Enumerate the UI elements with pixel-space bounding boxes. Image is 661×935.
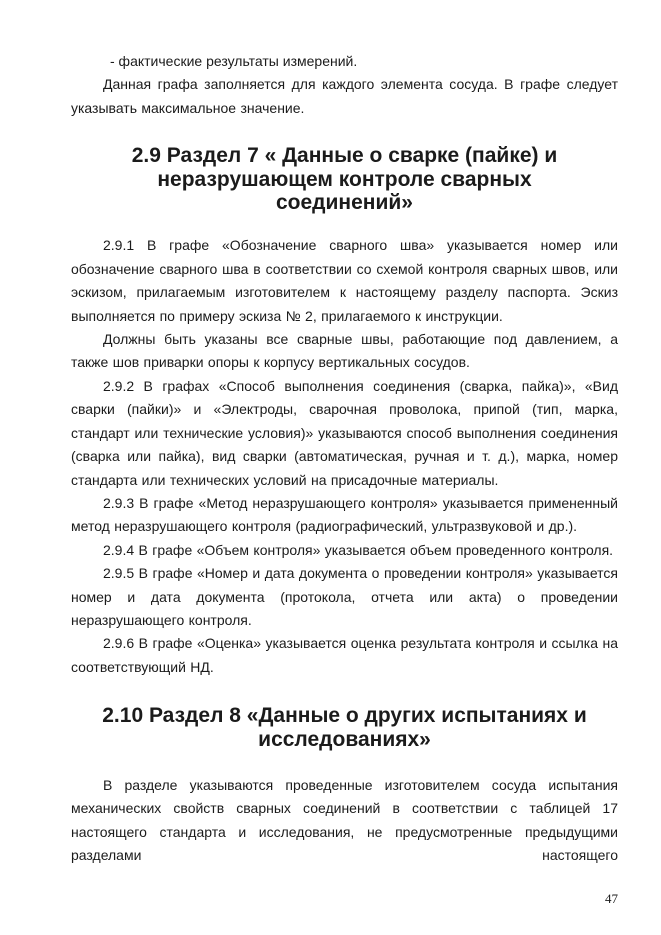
page-number: 47 xyxy=(605,891,618,906)
section-heading-2-9: 2.9 Раздел 7 « Данные о сварке (пайке) и неразрушающем контроле сварных соединений» xyxy=(131,144,558,215)
paragraph: Должны быть указаны все сварные швы, работающие под давлением, а также шов приварки опоры к корпусу вертикальных сосудов. xyxy=(71,331,618,371)
paragraph: 2.9.6 В графе «Оценка» указывается оценка результата контроля и ссылка на соответствующий НД. xyxy=(71,635,618,675)
dash-list-item: - фактические результаты измерений. xyxy=(110,53,358,69)
paragraph: В разделе указываются проведенные изготовителем сосуда испытания механических свойств сварных соединений в соответствии с таблицей 17 настоящего стандарта и исследования, не предусмотренные предыдущими разделами настоящего xyxy=(71,776,618,864)
section-heading-2-10: 2.10 Раздел 8 «Данные о других испытаниях и исследованиях» xyxy=(102,704,587,751)
paragraph: 2.9.2 В графах «Способ выполнения соединения (сварка, пайка)», «Вид сварки (пайки)» и «Электроды, сварочная проволока, припой (тип, марка, стандарт или технические условия)» указываются способ выполнения соединения (сварка или пайка), вид сварки (автоматическая, ручная и т. д.), марка, номер стандарта или технических условий на присадочные материалы. xyxy=(71,377,618,488)
paragraph: 2.9.4 В графе «Объем контроля» указывается объем проведенного контроля. xyxy=(103,541,614,558)
document-body xyxy=(71,50,618,868)
paragraph: 2.9.3 В графе «Метод неразрушающего контроля» указывается примененный метод неразрушающего контроля (радиографический, ультразвуковой и др.). xyxy=(71,494,618,535)
paragraph: 2.9.1 В графе «Обозначение сварного шва» указывается номер или обозначение сварного шва в соответствии со схемой контроля сварных швов, или эскизом, прилагаемым изготовителем к настоящему разделу паспорта. Эскиз выполняется по примеру эскиза № 2, прилагаемого к инструкции. xyxy=(71,237,618,324)
paragraph: 2.9.5 В графе «Номер и дата документа о проведении контроля» указывается номер и дата документа (протокола, отчета или акта) о проведении неразрушающего контроля. xyxy=(71,565,618,628)
paragraph: Данная графа заполняется для каждого элемента сосуда. В графе следует указывать максимальное значение. xyxy=(71,76,618,116)
